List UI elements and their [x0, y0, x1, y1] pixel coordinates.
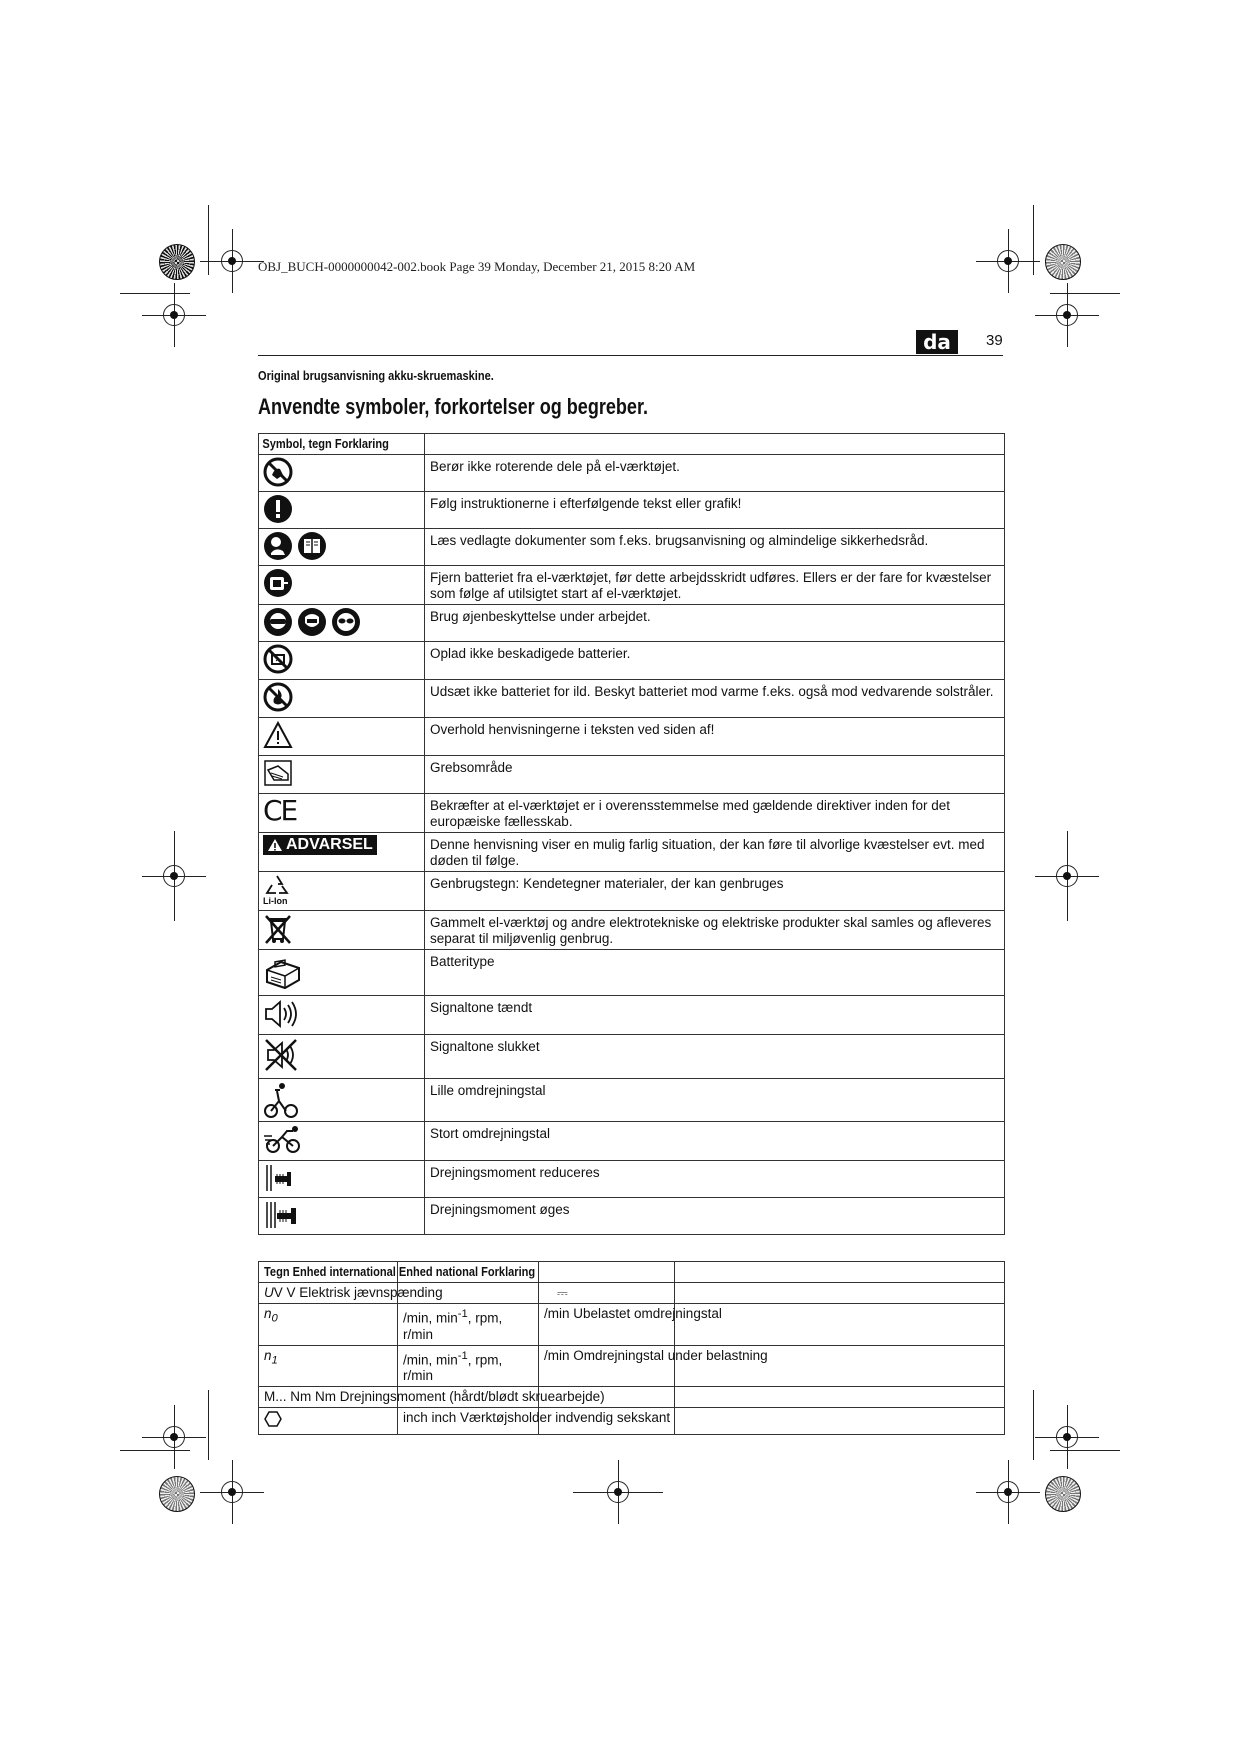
document-subtitle: Original brugsanvisning akku-skruemaskine. [258, 368, 494, 383]
table-row [259, 1283, 1005, 1304]
table-header-spacer [425, 434, 1005, 455]
table-cell: Signaltone slukket [425, 1035, 1005, 1079]
table-cell: Berør ikke roterende dele på el-værktøjet. [425, 455, 1005, 492]
table-cell: Drejningsmoment reduceres [425, 1161, 1005, 1198]
table-cell: Brug øjenbeskyttelse under arbejdet. [425, 605, 1005, 642]
table-cell: Stort omdrejningstal [425, 1122, 1005, 1161]
table-cell [259, 1408, 398, 1435]
warning-triangle-icon [267, 838, 283, 852]
table-row [259, 1035, 1005, 1079]
grip-area-icon [263, 758, 293, 788]
table-cell: Batteritype [425, 950, 1005, 996]
table-row [259, 872, 1005, 911]
no-touch-rotating-icon [263, 457, 293, 487]
torque-reduce-icon [263, 1163, 299, 1193]
table-cell: Læs vedlagte dokumenter som f.eks. brugsanvisning og almindelige sikkerhedsråd. [425, 529, 1005, 566]
crop-mark [1033, 1390, 1034, 1460]
table-cell: Oplad ikke beskadigede batterier. [425, 642, 1005, 680]
table-cell: /min, $\min^{-1}$, rpm, r/min [398, 1304, 539, 1346]
symbols-table [258, 433, 1005, 1235]
table-cell [259, 1283, 443, 1304]
mandatory-instructions-icon [263, 494, 293, 524]
table-row [259, 1161, 1005, 1198]
low-speed-icon [263, 1081, 299, 1119]
advarsel-icon [263, 835, 377, 855]
color-rosette-icon [159, 244, 195, 280]
crop-mark [120, 1450, 190, 1451]
table-row [259, 1122, 1005, 1161]
battery-type-icon [263, 952, 303, 992]
table-row [259, 833, 1005, 872]
table-cell: Overhold henvisningerne i teksten ved siden af! [425, 718, 1005, 756]
torque-increase-icon [263, 1200, 303, 1230]
table-row [259, 455, 1005, 492]
units-table [258, 1261, 1005, 1435]
goggles-icon [331, 607, 361, 637]
table-row [259, 642, 1005, 680]
table-row [259, 1198, 1005, 1235]
table-row [259, 566, 1005, 605]
table-cell: Udsæt ikke batteriet for ild. Beskyt batteriet mod varme f.eks. også mod vedvarende solstråler. [425, 680, 1005, 718]
table-row [259, 1345, 1005, 1387]
color-rosette-icon [1045, 244, 1081, 280]
crop-mark [208, 1390, 209, 1460]
page-number: 39 [986, 332, 1003, 349]
high-speed-icon [263, 1124, 303, 1156]
voltage-description: V V Elektrisk jævnspænding [273, 1285, 443, 1300]
face-shield-icon [297, 607, 327, 637]
crop-mark [1050, 293, 1120, 294]
table-cell: Bekræfter at el-værktøjet er i overensstemmelse med gældende direktiver inden for det europæiske fællesskab. [425, 794, 1005, 833]
table-cell: Gammelt el-værktøj og andre elektrotekniske og elektriske produkter skal samles og afleveres separat til miljøvenlig genbrug. [425, 911, 1005, 950]
table-cell [259, 1345, 398, 1387]
table-row [259, 1304, 1005, 1346]
table-header-row [259, 434, 1005, 455]
table-row [259, 950, 1005, 996]
table-cell: Lille omdrejningstal [425, 1079, 1005, 1122]
signal-tone-on-icon [263, 998, 299, 1030]
remove-battery-icon [263, 568, 293, 598]
section-title: Anvendte symboler, forkortelser og begreber. [258, 394, 648, 419]
book-icon [297, 531, 327, 561]
n1-symbol: $n_1$ [264, 1347, 278, 1367]
book-info-line: OBJ_BUCH-0000000042-002.book Page 39 Monday, December 21, 2015 8:20 AM [258, 259, 696, 274]
table-row [259, 1079, 1005, 1122]
dc-symbol: ⎓ [539, 1283, 675, 1304]
eye-protection-icon [263, 607, 293, 637]
table-cell: Signaltone tændt [425, 996, 1005, 1035]
language-badge: da [916, 330, 958, 354]
table-cell: inch inch Værktøjsholder indvendig sekskant [398, 1408, 539, 1435]
table-cell: Grebsområde [425, 756, 1005, 794]
crop-mark [1033, 205, 1034, 275]
table-cell [259, 1304, 398, 1346]
no-charge-damaged-battery-icon [263, 644, 293, 674]
table-cell: /min Omdrejningstal under belastning [539, 1345, 675, 1387]
table-header: Tegn Enhed international Enhed national Forklaring [259, 1262, 398, 1283]
color-rosette-icon [1045, 1476, 1081, 1512]
voltage-symbol: U [264, 1285, 274, 1300]
table-row [259, 1408, 1005, 1435]
table-header-row [259, 1262, 1005, 1283]
recycling-icon [263, 874, 291, 898]
signal-tone-off-icon [263, 1037, 299, 1073]
table-cell: /min Ubelastet omdrejningstal [539, 1304, 675, 1346]
table-cell: Genbrugstegn: Kendetegner materialer, der kan genbruges [425, 872, 1005, 911]
table-header: Symbol, tegn Forklaring [259, 434, 425, 455]
crop-mark [1050, 1450, 1120, 1451]
table-cell: /min, $\min^{-1}$, rpm, r/min [398, 1345, 539, 1387]
table-row [259, 1387, 1005, 1408]
table-row [259, 756, 1005, 794]
table-row [259, 794, 1005, 833]
table-cell: Fjern batteriet fra el-værktøjet, før dette arbejdsskridt udføres. Ellers er der fare for kvæstelser som følge af utilsigtet start af el-værktøjet. [425, 566, 1005, 605]
table-row [259, 529, 1005, 566]
header-rule [258, 355, 1003, 356]
n0-symbol: $n_0$ [264, 1306, 278, 1325]
read-documents-icon [263, 531, 293, 561]
table-row [259, 680, 1005, 718]
warning-triangle-icon [263, 720, 293, 750]
table-cell: Følg instruktionerne i efterfølgende tekst eller grafik! [425, 492, 1005, 529]
hexagon-icon [264, 1410, 282, 1428]
advarsel-label: ADVARSEL [286, 836, 373, 853]
li-ion-label: Li-Ion [263, 896, 288, 906]
color-rosette-icon [159, 1476, 195, 1512]
ce-mark-icon: CE [263, 794, 297, 827]
table-cell: M... Nm Nm Drejningsmoment (hårdt/blødt skruearbejde) [259, 1387, 398, 1408]
table-row [259, 911, 1005, 950]
no-fire-battery-icon [263, 682, 293, 712]
weee-bin-icon [263, 913, 293, 945]
table-row [259, 996, 1005, 1035]
table-row [259, 605, 1005, 642]
table-row [259, 492, 1005, 529]
table-row [259, 718, 1005, 756]
table-cell: Drejningsmoment øges [425, 1198, 1005, 1235]
crop-mark [120, 293, 190, 294]
table-cell: Denne henvisning viser en mulig farlig situation, der kan føre til alvorlige kvæstelser evt. med døden til følge. [425, 833, 1005, 872]
crop-mark [208, 205, 209, 275]
